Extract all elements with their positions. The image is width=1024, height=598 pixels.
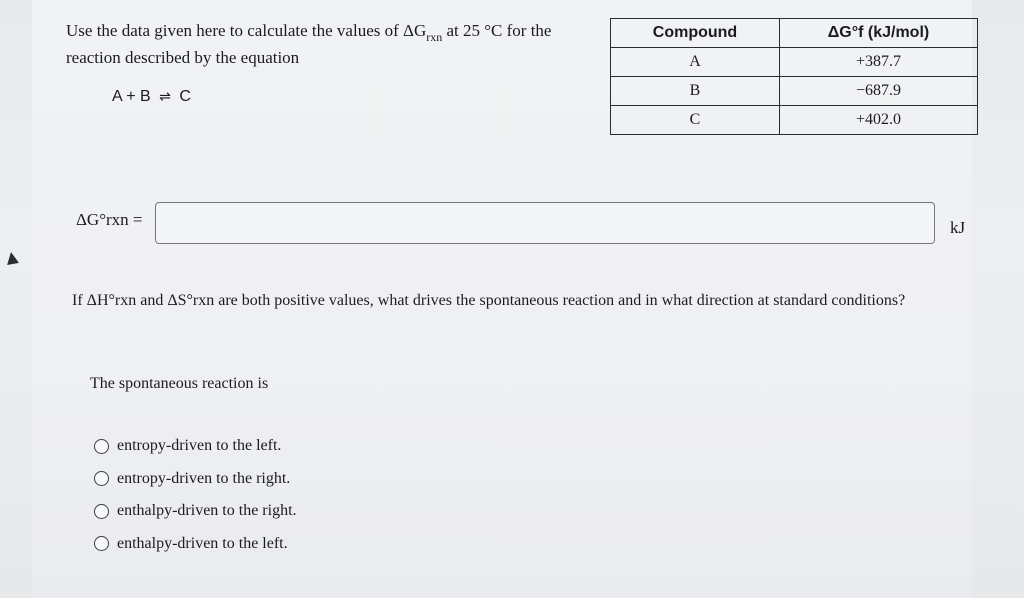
option-enthalpy-right[interactable]	[94, 495, 297, 528]
thermo-data-table	[610, 18, 978, 135]
delta-g-answer-input[interactable]	[155, 202, 935, 244]
option-entropy-left[interactable]	[94, 430, 297, 463]
option-label: enthalpy-driven to the left.	[117, 534, 288, 552]
spontaneity-question: If ΔH°rxn and ΔS°rxn are both positive values, what drives the spontaneous reaction and in what direction at standard conditions?	[72, 292, 906, 309]
radio-button[interactable]	[94, 504, 109, 519]
cell-compound: C	[611, 106, 780, 135]
intro-text: Use the data given here to calculate the values of ΔG	[66, 21, 427, 40]
question-intro	[66, 18, 606, 70]
table-header-row	[611, 19, 978, 48]
option-enthalpy-left[interactable]	[94, 528, 297, 561]
cell-compound: A	[611, 48, 780, 77]
radio-button[interactable]	[94, 471, 109, 486]
cell-value: +387.7	[780, 48, 978, 77]
table-row	[611, 106, 978, 135]
cell-compound: B	[611, 77, 780, 106]
equilibrium-arrows-icon: ⇌	[159, 88, 171, 104]
option-label: enthalpy-driven to the right.	[117, 502, 297, 520]
answer-unit: kJ	[950, 218, 966, 237]
radio-button[interactable]	[94, 439, 109, 454]
mouse-cursor-icon	[5, 251, 19, 265]
option-entropy-right[interactable]	[94, 463, 297, 496]
answer-prompt: The spontaneous reaction is	[90, 375, 269, 392]
equation-product: C	[179, 88, 191, 105]
radio-button[interactable]	[94, 536, 109, 551]
cell-value: −687.9	[780, 77, 978, 106]
intro-line-2: reaction described by the equation	[66, 48, 300, 67]
intro-subscript: rxn	[426, 30, 443, 44]
option-label: entropy-driven to the right.	[117, 469, 291, 487]
column-header-dgf: ΔG°f (kJ/mol)	[780, 19, 978, 48]
intro-text-tail: at 25 °C for the	[442, 21, 552, 40]
answer-options	[94, 430, 297, 560]
column-header-compound: Compound	[611, 19, 780, 48]
table-row	[611, 48, 978, 77]
table-row	[611, 77, 978, 106]
cell-value: +402.0	[780, 106, 978, 135]
reaction-equation	[112, 88, 191, 106]
equation-reactants: A + B	[112, 88, 151, 105]
delta-g-label: ΔG°rxn =	[76, 210, 143, 229]
option-label: entropy-driven to the left.	[117, 437, 282, 455]
